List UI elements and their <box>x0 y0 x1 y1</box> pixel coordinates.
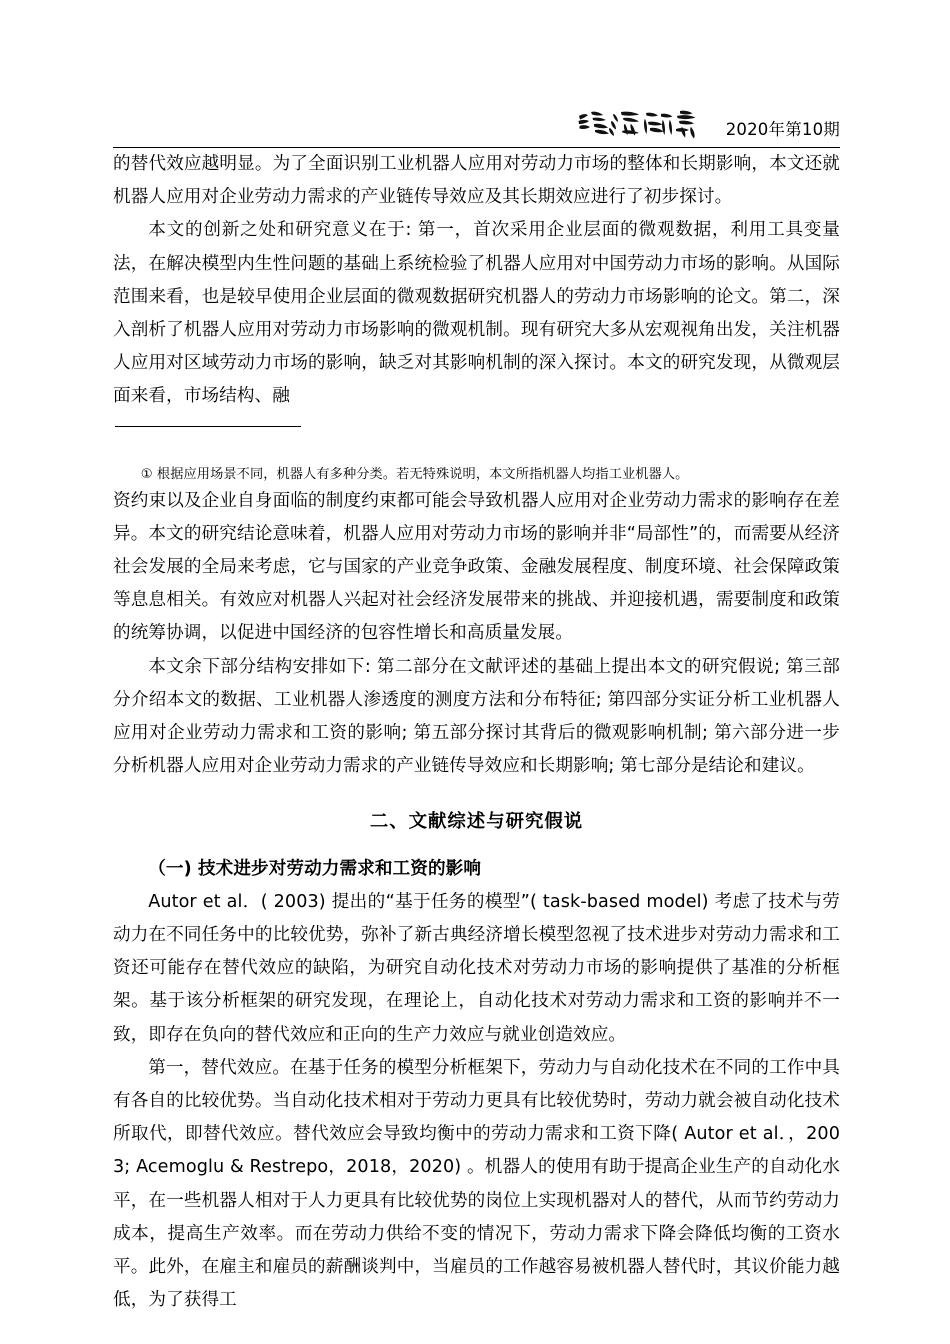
subsection-heading-technology-impact: （一) 技术进步对劳动力需求和工资的影响 <box>148 858 482 879</box>
paragraph-autor-task-based-model: Autor et al．( 2003) 提出的“基于任务的模型”( task-based model) 考虑了技术与劳动力在不同任务中的比较优势，弥补了新古典经济增长模型忽视了技术进步对劳动力需求和工资还可能存在替代效应的缺陷，为研究自动化技术对劳动力市场的影响提供了基准的分析框架。基于该分析框架的研究发现，在理论上，自动化技术对劳动力需求和工资的影响并不一致，即存在负向的替代效应和正向的生产力效应与就业创造效应。 <box>113 891 840 1045</box>
footnote-separator-rule <box>115 426 301 427</box>
footnote-item-1: ① 根据应用场景不同，机器人有多种分类。若无特殊说明，本文所指机器人均指工业机器人。 <box>140 466 689 482</box>
paragraph-structure-outline: 本文余下部分结构安排如下: 第二部分在文献评述的基础上提出本文的研究假说; 第三部分介绍本文的数据、工业机器人渗透度的测度方法和分布特征; 第四部分实证分析工业机器人应用对企业劳动力需求和工资的影响; 第五部分探讨其背后的微观影响机制; 第六部分进一步分析机器人应用对企业劳动力需求的产业链传导效应和长期影响; 第七部分是结论和建议。 <box>113 656 840 777</box>
paragraph-conclusion-implication: 资约束以及企业自身面临的制度约束都可能会导致机器人应用对企业劳动力需求的影响存在差异。本文的研究结论意味着，机器人应用对劳动力市场的影响并非“局部性”的，而需要从经济社会发展的全局来考虑，它与国家的产业竞争政策、金融发展程度、制度环境、社会保障政策等息息相关。有效应对机器人兴起对社会经济发展带来的挑战、并迎接机遇，需要制度和政策的统筹协调，以促进中国经济的包容性增长和高质量发展。 <box>113 490 840 644</box>
paragraph-innovation-significance: 本文的创新之处和研究意义在于: 第一，首次采用企业层面的微观数据，利用工具变量法，在解决模型内生性问题的基础上系统检验了机器人应用对中国劳动力市场的影响。从国际范围来看，也是较早使用企业层面的微观数据研究机器人的劳动力市场影响的论文。第二，深入剖析了机器人应用对劳动力市场影响的微观机制。现有研究大多从宏观视角出发，关注机器人应用对区域劳动力市场的影响，缺乏对其影响机制的深入探讨。本文的研究发现，从微观层面来看，市场结构、融 <box>113 220 840 407</box>
journal-logo-icon <box>577 106 719 140</box>
page-content-column <box>113 0 840 1318</box>
section-heading-literature-review: 二、文献综述与研究假说 <box>369 811 584 833</box>
header-issue-label: 2020年第10期 <box>725 119 840 139</box>
footnote-zone <box>113 426 840 485</box>
paragraph-continuation: 的替代效应越明显。为了全面识别工业机器人应用对劳动力市场的整体和长期影响，本文还就机器人应用对企业劳动力需求的产业链传导效应及其长期效应进行了初步探讨。 <box>113 154 840 208</box>
running-header <box>113 0 840 148</box>
header-inner <box>577 106 840 140</box>
paragraph-substitution-effect: 第一，替代效应。在基于任务的模型分析框架下，劳动力与自动化技术在不同的工作中具有各自的比较优势。当自动化技术相对于劳动力更具有比较优势时，劳动力就会被自动化技术所取代，即替代效应。替代效应会导致均衡中的劳动力需求和工资下降( Autor et al．，2003; Acemoglu & Restrepo，2018，2020) 。机器人的使用有助于提高企业生产的自动化水平，在一些机器人相对于人力更具有比较优势的岗位上实现机器对人的替代，从而节约劳动力成本，提高生产效率。而在劳动力供给不变的情况下，劳动力需求下降会降低均衡的工资水平。此外，在雇主和雇员的薪酬谈判中，当雇员的工作越容易被机器人替代时，其议价能力越低，为了获得工 <box>113 1057 840 1311</box>
header-divider-rule <box>113 147 840 148</box>
